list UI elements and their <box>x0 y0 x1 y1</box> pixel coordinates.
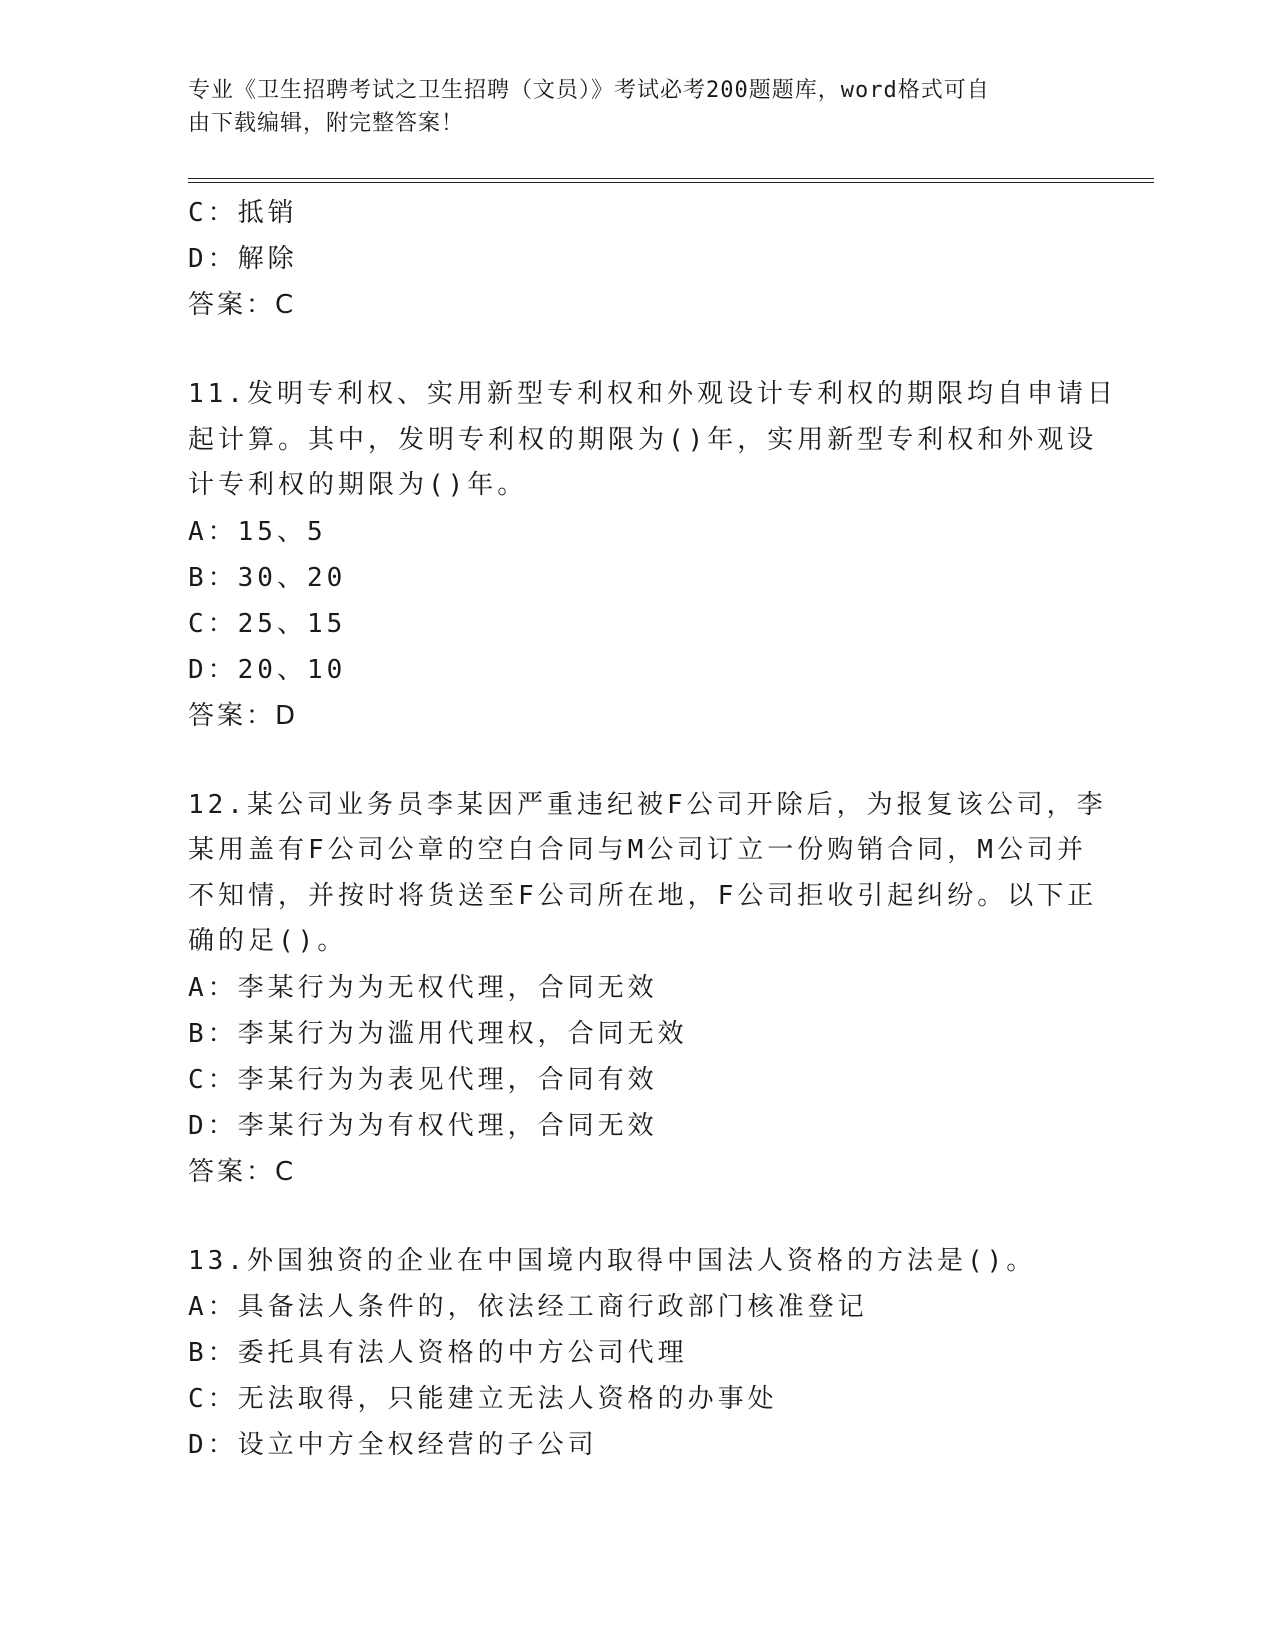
question-text-line: 计专利权的期限为()年。 <box>188 470 528 500</box>
question-text-line: 不知情，并按时将货送至F公司所在地，F公司拒收引起纠纷。以下正 <box>188 880 1098 911</box>
question-text-line: 起计算。其中，发明专利权的期限为()年，实用新型专利权和外观设 <box>188 424 1098 455</box>
option-c: C：25、15 <box>188 608 347 639</box>
answer-line: 答案：C <box>188 290 297 320</box>
answer-line: 答案：C <box>188 1156 297 1187</box>
question-11 <box>188 372 1117 739</box>
header-line-2: 由下载编辑，附完整答案！ <box>188 111 465 136</box>
option-a: A：15、5 <box>188 516 327 547</box>
option-b: B：委托具有法人资格的中方公司代理 <box>188 1338 688 1368</box>
document-header <box>188 74 1068 140</box>
question-text-line: 12.某公司业务员李某因严重违纪被F公司开除后，为报复该公司，李 <box>188 789 1107 820</box>
option-b: B：30、20 <box>188 562 347 593</box>
question-text-line: 确的足()。 <box>188 926 348 956</box>
option-c: C：无法取得，只能建立无法人资格的办事处 <box>188 1384 778 1414</box>
answer-line: 答案：D <box>188 700 299 731</box>
option-c: C：李某行为为表见代理，合同有效 <box>188 1064 658 1095</box>
question-13 <box>188 1239 1088 1469</box>
option-a: A：具备法人条件的，依法经工商行政部门核准登记 <box>188 1292 868 1322</box>
header-divider-bottom <box>188 182 1154 183</box>
question-12 <box>188 783 1107 1195</box>
option-d: D：设立中方全权经营的子公司 <box>188 1430 598 1460</box>
option-d: D：李某行为为有权代理，合同无效 <box>188 1110 658 1141</box>
previous-question-tail <box>188 190 1088 328</box>
option-c: C：抵销 <box>188 198 298 228</box>
option-d: D：解除 <box>188 244 298 274</box>
question-text-line: 13.外国独资的企业在中国境内取得中国法人资格的方法是()。 <box>188 1245 1037 1276</box>
question-text-line: 11.发明专利权、实用新型专利权和外观设计专利权的期限均自申请日 <box>188 379 1117 409</box>
option-a: A：李某行为为无权代理，合同无效 <box>188 972 658 1003</box>
document-body <box>188 190 1117 1468</box>
question-text-line: 某用盖有F公司公章的空白合同与M公司订立一份购销合同，M公司并 <box>188 835 1087 865</box>
option-d: D：20、10 <box>188 654 347 685</box>
option-b: B：李某行为为滥用代理权，合同无效 <box>188 1018 688 1049</box>
header-line-1: 专业《卫生招聘考试之卫生招聘（文员）》考试必考200题题库，word格式可自 <box>188 78 990 103</box>
header-divider-top <box>188 178 1154 179</box>
